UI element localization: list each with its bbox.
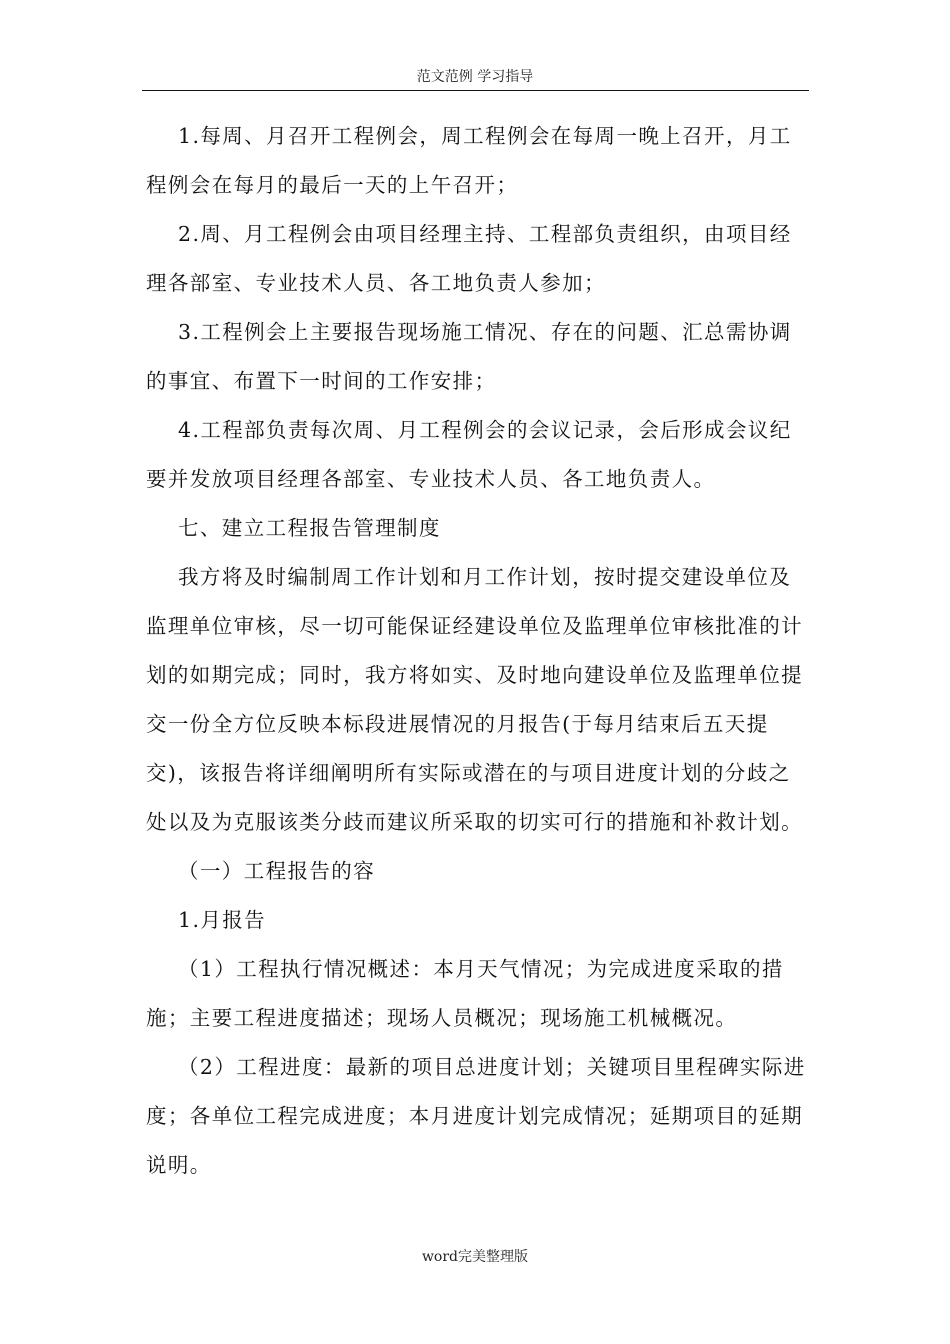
- section-heading: 七、建立工程报告管理制度: [178, 516, 441, 540]
- header-divider: [142, 90, 809, 91]
- paragraph-3: 3.工程例会上主要报告现场施工情况、存在的问题、汇总需协调的事宜、布置下一时间的工作安排；: [146, 320, 792, 393]
- paragraph-item-1: （1）工程执行情况概述：本月天气情况；为完成进度采取的措施；主要工程进度描述；现场人员概况；现场施工机械概况。: [146, 957, 784, 1030]
- page-header: 范文范例 学习指导: [416, 69, 534, 85]
- paragraph-item-2: （2）工程进度：最新的项目总进度计划；关键项目里程碑实际进度；各单位工程完成进度；本月进度计划完成情况；延期项目的延期说明。: [146, 1055, 806, 1177]
- paragraph-2: 2.周、月工程例会由项目经理主持、工程部负责组织，由项目经理各部室、专业技术人员、各工地负责人参加；: [146, 222, 792, 295]
- paragraph-report-intro: 我方将及时编制周工作计划和月工作计划，按时提交建设单位及监理单位审核，尽一切可能保证经建设单位及监理单位审核批准的计划的如期完成；同时，我方将如实、及时地向建设单位及监理单位提交一份全方位反映本标段进展情况的月报告(于每月结束后五天提交)，该报告将详细阐明所有实际或潜在的与项目进度计划的分歧之处以及为克服该类分歧而建议所采取的切实可行的措施和补救计划。: [146, 565, 803, 834]
- document-body: [146, 112, 806, 1190]
- paragraph-4: 4.工程部负责每次周、月工程例会的会议记录，会后形成会议纪要并发放项目经理各部室、专业技术人员、各工地负责人。: [146, 418, 792, 491]
- page-footer: word完美整理版: [421, 1249, 529, 1265]
- subsection-heading: （一）工程报告的容: [178, 859, 376, 883]
- paragraph-1: 1.每周、月召开工程例会，周工程例会在每周一晚上召开，月工程例会在每月的最后一天的上午召开；: [146, 124, 792, 197]
- monthly-report-heading: 1.月报告: [178, 908, 267, 932]
